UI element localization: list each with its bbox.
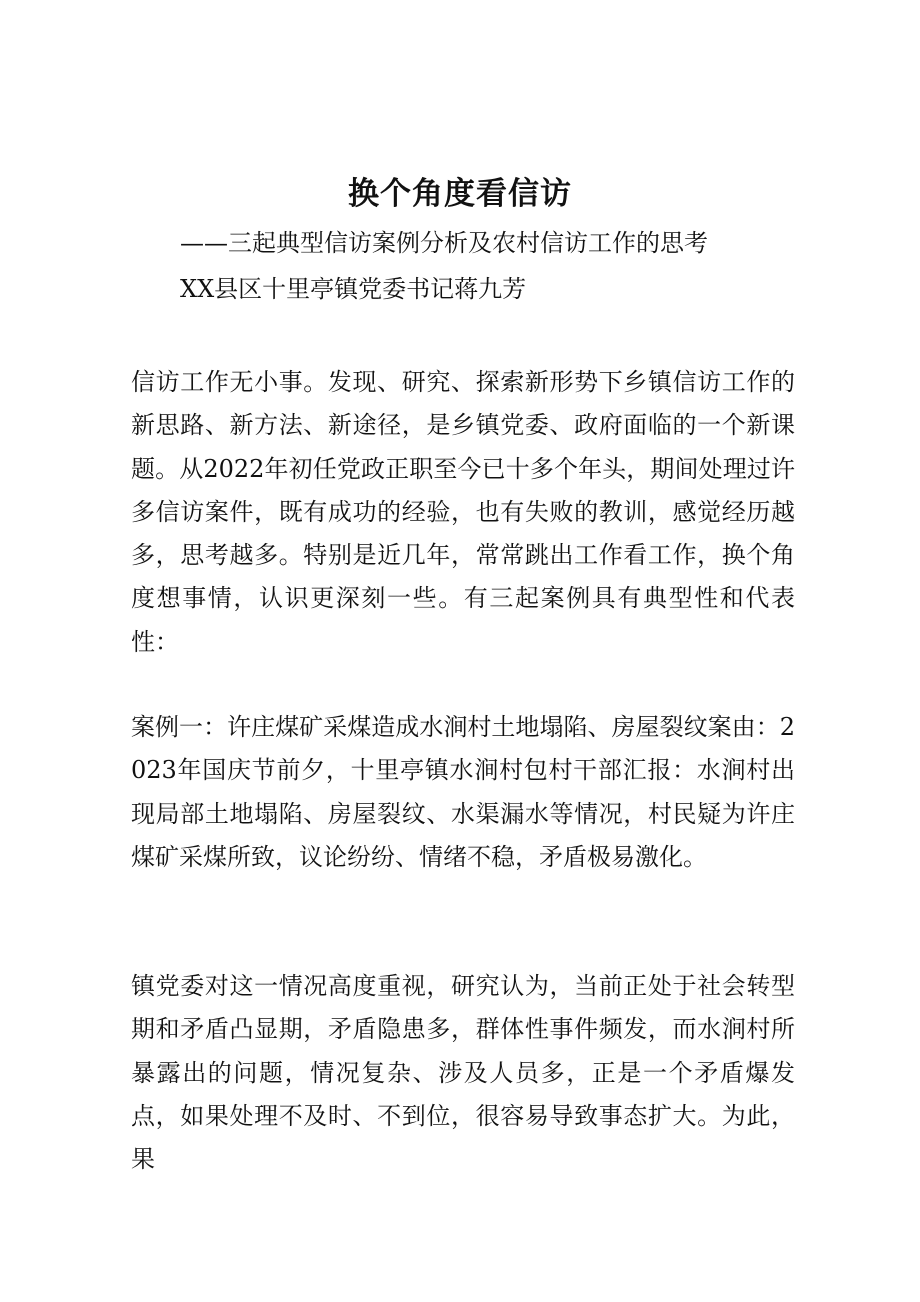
paragraph-party-committee: 镇党委对这一情况高度重视，研究认为，当前正处于社会转型期和矛盾凸显期，矛盾隐患多，群体性事件频发，而水涧村所暴露出的问题，情况复杂、涉及人员多，正是一个矛盾爆发点，如果处理不及时、不到位，很容易导致事态扩大。为此，果 — [131, 972, 795, 1174]
paragraph-case-one: 案例一：许庄煤矿采煤造成水涧村土地塌陷、房屋裂纹案由：2023年国庆节前夕，十里亭镇水涧村包村干部汇报：水涧村出现局部土地塌陷、房屋裂纹、水渠漏水等情况，村民疑为许庄煤矿采煤所致，议论纷纷、情绪不稳，矛盾极易激化。 — [131, 713, 795, 871]
paragraph-intro: 信访工作无小事。发现、研究、探索新形势下乡镇信访工作的新思路、新方法、新途径，是乡镇党委、政府面临的一个新课题。从2022年初任党政正职至今已十多个年头，期间处理过许多信访案件，既有成功的经验，也有失败的教训，感觉经历越多，思考越多。特别是近几年，常常跳出工作看工作，换个角度想事情，认识更深刻一些。有三起案例具有典型性和代表性： — [131, 368, 795, 656]
document-subtitle: ——三起典型信访案例分析及农村信访工作的思考 — [180, 229, 708, 257]
document-title: 换个角度看信访 — [348, 176, 572, 212]
document-author: XX县区十里亭镇党委书记蒋九芳 — [180, 275, 527, 303]
